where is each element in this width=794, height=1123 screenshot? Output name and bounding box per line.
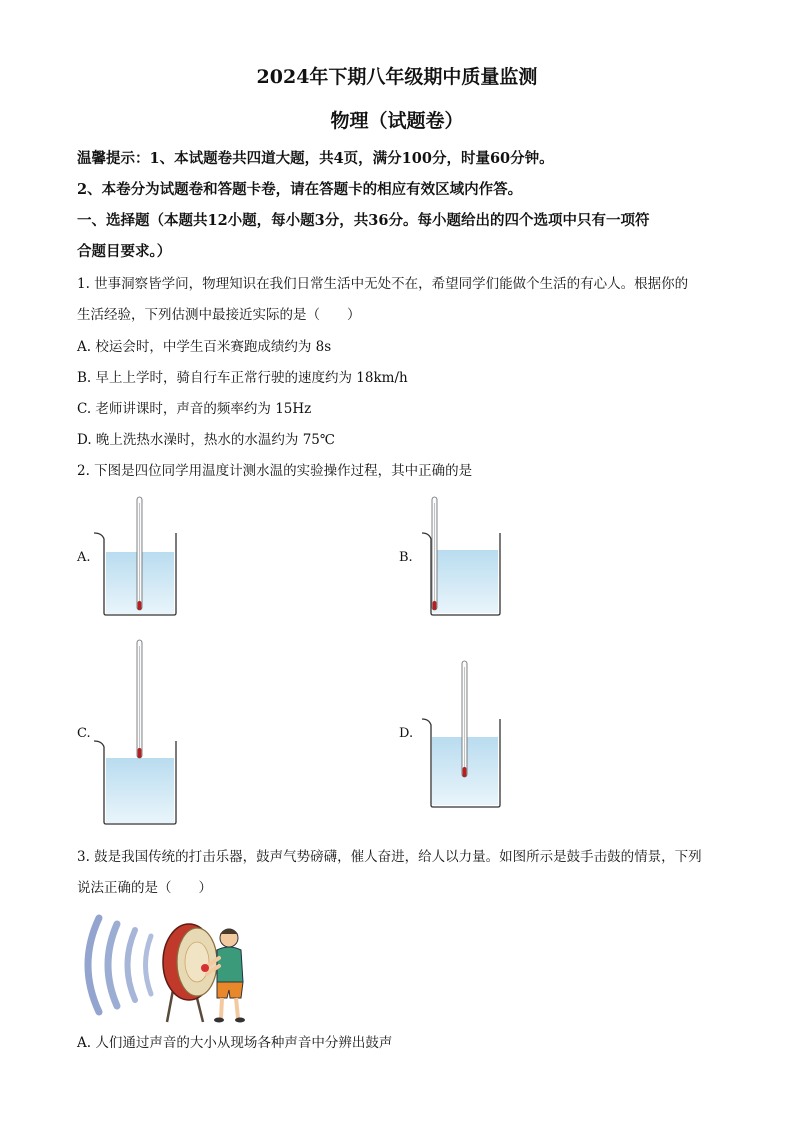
q1-stem-line-1: 1. 世事洞察皆学问，物理知识在我们日常生活中无处不在，希望同学们能做个生活的有心人。根据你的 [77,276,689,292]
thermometer-a-icon [137,497,142,610]
section-heading-line-2: 合题目要求。） [77,243,172,260]
page-title: 2024年下期八年级期中质量监测 [256,66,538,88]
beaker-c-figure [90,638,190,833]
beaker-a-figure [90,495,190,620]
drum-icon [163,924,217,1000]
q3-stem-line-1: 3. 鼓是我国传统的打击乐器，鼓声气势磅礴，催人奋进，给人以力量。如图所示是鼓手击鼓的情景，下列 [77,849,702,865]
q1-option-d: D. 晚上洗热水澡时，热水的水温约为 75℃ [77,432,335,448]
q3-stem-line-2: 说法正确的是（ ） [77,880,212,896]
thermometer-d-icon [462,661,467,777]
q1-option-b: B. 早上上学时，骑自行车正常行驶的速度约为 18km/h [77,370,408,386]
section-heading-line-1: 一、选择题（本题共12小题，每小题3分，共36分。每小题给出的四个选项中只有一项符 [77,212,650,229]
drummer-illustration [77,910,252,1025]
q3-option-a: A. 人们通过声音的大小从现场各种声音中分辨出鼓声 [77,1035,393,1051]
beaker-b-figure [420,495,520,620]
q2-label-b: B. [399,550,413,565]
q1-stem-line-2: 生活经验，下列估测中最接近实际的是（ ） [77,307,361,323]
q2-label-a: A. [77,550,91,565]
q1-option-a: A. 校运会时，中学生百米赛跑成绩约为 8s [77,339,332,355]
sound-wave-icon [88,918,151,1012]
thermometer-b-icon [432,497,437,610]
q2-stem: 2. 下图是四位同学用温度计测水温的实验操作过程，其中正确的是 [77,463,473,479]
notice-line-1: 温馨提示：1、本试题卷共四道大题，共4页，满分100分，时量60分钟。 [77,150,554,167]
q2-label-c: C. [77,726,91,741]
notice-line-2: 2、本卷分为试题卷和答题卡卷，请在答题卡的相应有效区域内作答。 [77,181,523,198]
page-subtitle: 物理（试题卷） [330,110,464,132]
q2-label-d: D. [399,726,414,741]
beaker-d-figure [420,655,520,815]
thermometer-c-icon [137,640,142,758]
q1-option-c: C. 老师讲课时，声音的频率约为 15Hz [77,401,312,417]
